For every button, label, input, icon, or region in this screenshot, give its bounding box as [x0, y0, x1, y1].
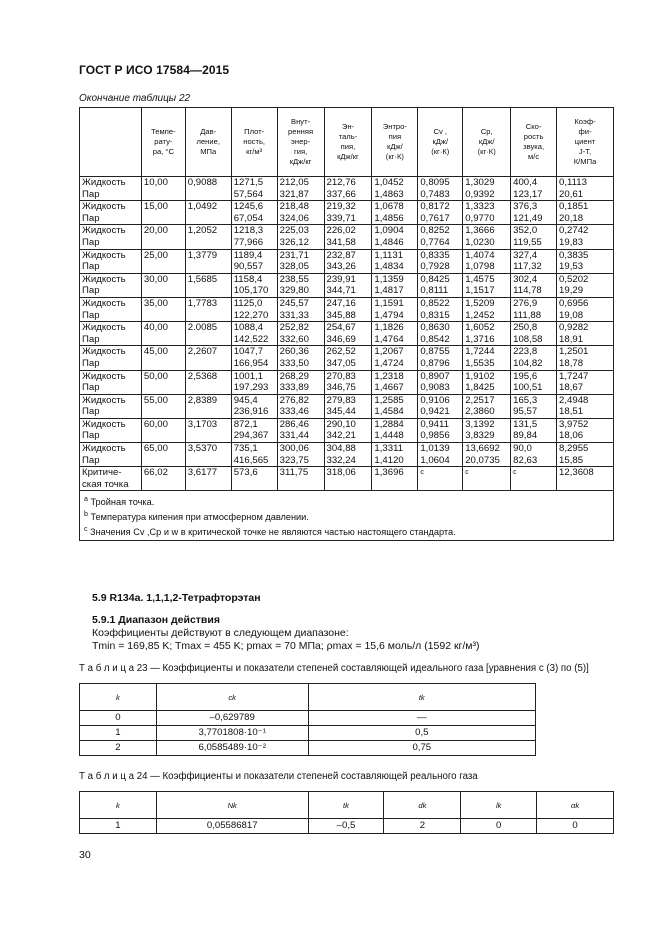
table-row	[80, 201, 614, 225]
table-cell: 2,5368	[185, 370, 231, 394]
table-cell: 254,67 346,69	[324, 322, 372, 346]
table-cell: 219,32 339,71	[324, 201, 372, 225]
column-header: Ско- рость звука, м/с	[511, 108, 557, 177]
table-cell: 247,16 345,88	[324, 297, 372, 321]
table-cell: 12,3608	[557, 467, 614, 491]
table-cell: 239,91 344,71	[324, 273, 372, 297]
footnote-text: Значения Cv ,Cp и w в критической точке не являются частью настоящего стандарта.	[87, 526, 456, 537]
table-cell: 0,9282 18,91	[557, 322, 614, 346]
table-cell: 1189,4 90,557	[231, 249, 277, 273]
table-cell: 131,5 89,84	[511, 418, 557, 442]
page-number: 30	[79, 849, 91, 861]
table-cell: 0,8425 0,8111	[418, 273, 463, 297]
table-cell: 0,8095 0,7483	[418, 177, 463, 201]
table-cell: 0	[537, 819, 614, 834]
table-cell: 0,8755 0,8796	[418, 346, 463, 370]
table-row	[80, 726, 536, 741]
table-cell: 311,75	[277, 467, 324, 491]
table-cell: 1,3779	[185, 249, 231, 273]
table-cell: 0,2742 19,83	[557, 225, 614, 249]
table-cell: 286,46 331,44	[277, 418, 324, 442]
table-row	[80, 370, 614, 394]
table-cell: 327,4 117,32	[511, 249, 557, 273]
table-cell: 0,1113 20,61	[557, 177, 614, 201]
column-header: αk	[537, 792, 614, 819]
column-header: Коэф- фи- циент J-T, К/МПа	[557, 108, 614, 177]
table-24-title: Т а б л и ц а 24 — Коэффициенты и показатели степеней составляющей реального газа	[79, 771, 478, 782]
table-row	[80, 177, 614, 201]
table-cell: 90,0 82,63	[511, 443, 557, 467]
table-cell: 212,76 337,66	[324, 177, 372, 201]
table-cell: 10,00	[141, 177, 185, 201]
table-cell: 1,0678 1,4856	[372, 201, 418, 225]
table-cell: 276,82 333,46	[277, 394, 324, 418]
table-cell: 2	[80, 741, 157, 756]
table-cell: 0,05586817	[156, 819, 308, 834]
table-22	[79, 107, 614, 541]
column-header: Nk	[156, 792, 308, 819]
table-cell: 1,1131 1,4834	[372, 249, 418, 273]
table-cell: 376,3 121,49	[511, 201, 557, 225]
table-cell: 223,8 104,82	[511, 346, 557, 370]
table-cell: 1,4575 1,1517	[463, 273, 511, 297]
table-cell: 252,82 332,60	[277, 322, 324, 346]
table-cell: 0,8907 0,9083	[418, 370, 463, 394]
table-cell: 3,1392 3,8329	[463, 418, 511, 442]
table-cell: 1,9102 1,8425	[463, 370, 511, 394]
table-cell: 3,5370	[185, 443, 231, 467]
table-cell: 1,3311 1,4120	[372, 443, 418, 467]
section-5-9-1-title: 5.9.1 Диапазон действия	[92, 614, 220, 626]
column-header: Энтро- пия кДж/ (кг·К)	[372, 108, 418, 177]
table-cell: 1245,6 67,054	[231, 201, 277, 225]
table-cell: 1125,0 122,270	[231, 297, 277, 321]
table-cell: 1,7244 1,5535	[463, 346, 511, 370]
table-cell: 8,2955 15,85	[557, 443, 614, 467]
range-intro: Коэффициенты действуют в следующем диапазоне:	[92, 627, 349, 639]
table-cell: —	[308, 711, 535, 726]
table-cell: 1,0492	[185, 201, 231, 225]
table-cell: 318,06	[324, 467, 372, 491]
table-cell: 573,6	[231, 467, 277, 491]
column-header: Плот- ность, кг/м³	[231, 108, 277, 177]
table-cell: 0,9088	[185, 177, 231, 201]
table-cell: 1218,3 77,966	[231, 225, 277, 249]
table-cell: Жидкость Пар	[80, 346, 142, 370]
table-cell: 195,6 100,51	[511, 370, 557, 394]
table-row	[80, 467, 614, 491]
column-header: Cp, кДж/ (кг·К)	[463, 108, 511, 177]
footnote-b	[84, 509, 609, 524]
footnote-c	[84, 524, 609, 539]
table-row	[80, 418, 614, 442]
table-cell: 300,06 323,75	[277, 443, 324, 467]
table-cell: 352,0 119,55	[511, 225, 557, 249]
section-5-9-title: 5.9 R134a. 1,1,1,2-Тетрафторэтан	[92, 592, 261, 604]
table-cell: Жидкость Пар	[80, 370, 142, 394]
table-cell: c	[418, 467, 463, 491]
table-22-header	[80, 108, 614, 177]
table-cell: 1,1359 1,4817	[372, 273, 418, 297]
column-header: lk	[461, 792, 537, 819]
table-cell: 2,8389	[185, 394, 231, 418]
table-cell: 50,00	[141, 370, 185, 394]
table-cell: 1,7783	[185, 297, 231, 321]
table-cell: 2.0085	[185, 322, 231, 346]
table-cell: 1,4074 1,0798	[463, 249, 511, 273]
table-cell: 0,9106 0,9421	[418, 394, 463, 418]
table-cell: 302,4 114,78	[511, 273, 557, 297]
table-cell: Жидкость Пар	[80, 177, 142, 201]
table-cell: 400,4 123,17	[511, 177, 557, 201]
column-header	[80, 108, 142, 177]
table-cell: 0	[461, 819, 537, 834]
table-cell: 3,9752 18,06	[557, 418, 614, 442]
table-cell: 0,8335 0,7928	[418, 249, 463, 273]
column-header: ck	[156, 684, 308, 711]
table-cell: 1,7247 18,67	[557, 370, 614, 394]
table-cell: 304,88 332,24	[324, 443, 372, 467]
table-cell: 1	[80, 726, 157, 741]
table-cell: 1001,1 197,293	[231, 370, 277, 394]
table-row	[80, 297, 614, 321]
table-cell: 1,2052	[185, 225, 231, 249]
table-cell: –0,5	[308, 819, 384, 834]
table-cell: Жидкость Пар	[80, 443, 142, 467]
table-row	[80, 249, 614, 273]
table-row	[80, 322, 614, 346]
table-cell: 1	[80, 819, 157, 834]
table-cell: 165,3 95,57	[511, 394, 557, 418]
table-cell: 1,2318 1,4667	[372, 370, 418, 394]
table-cell: 945,4 236,916	[231, 394, 277, 418]
table-cell: 3,6177	[185, 467, 231, 491]
table-cell: 55,00	[141, 394, 185, 418]
table-caption: Окончание таблицы 22	[79, 93, 191, 104]
table-cell: 3,1703	[185, 418, 231, 442]
table-cell: Жидкость Пар	[80, 322, 142, 346]
column-header: Cv , кДж/ (кг·К)	[418, 108, 463, 177]
table-cell: Критиче- ская точка	[80, 467, 142, 491]
table-cell: 231,71 328,05	[277, 249, 324, 273]
table-22-body	[80, 177, 614, 541]
table-cell: 1158,4 105,170	[231, 273, 277, 297]
table-cell: 25,00	[141, 249, 185, 273]
table-row	[80, 711, 536, 726]
table-cell: 13,6692 20,0735	[463, 443, 511, 467]
table-cell: 262,52 347,05	[324, 346, 372, 370]
table-cell: 1271,5 57,564	[231, 177, 277, 201]
table-cell: Жидкость Пар	[80, 249, 142, 273]
footnote-a	[84, 494, 609, 509]
column-header: tk	[308, 792, 384, 819]
table-row	[80, 225, 614, 249]
table-cell: 225,03 326,12	[277, 225, 324, 249]
table-cell: 226,02 341,58	[324, 225, 372, 249]
table-cell: 2,4948 18,51	[557, 394, 614, 418]
table-cell: 218,48 324,06	[277, 201, 324, 225]
table-cell: 1,1826 1,4764	[372, 322, 418, 346]
table-notes	[80, 491, 614, 541]
table-cell: 0,1851 20,18	[557, 201, 614, 225]
table-cell: 735,1 416,565	[231, 443, 277, 467]
table-row	[80, 741, 536, 756]
table-cell: Жидкость Пар	[80, 297, 142, 321]
table-row	[80, 819, 614, 834]
table-cell: 232,87 343,26	[324, 249, 372, 273]
table-row	[80, 273, 614, 297]
table-cell: 212,05 321,87	[277, 177, 324, 201]
table-cell: 1,0904 1,4846	[372, 225, 418, 249]
table-cell: 15,00	[141, 201, 185, 225]
table-cell: 245,57 331,33	[277, 297, 324, 321]
column-header: Эн- таль- пия, кДж/кг	[324, 108, 372, 177]
table-cell: 0,5	[308, 726, 535, 741]
table-24	[79, 791, 614, 834]
table-cell: 35,00	[141, 297, 185, 321]
table-notes-row	[80, 491, 614, 541]
table-cell: 1,0139 1,0604	[418, 443, 463, 467]
table-cell: 66,02	[141, 467, 185, 491]
table-cell: 65,00	[141, 443, 185, 467]
table-cell: 238,55 329,80	[277, 273, 324, 297]
table-cell: 1,3696	[372, 467, 418, 491]
column-header: dk	[384, 792, 461, 819]
table-cell: 270,83 346,75	[324, 370, 372, 394]
table-cell: 1,0452 1,4863	[372, 177, 418, 201]
table-cell: 2	[384, 819, 461, 834]
table-cell: 2,2517 2,3860	[463, 394, 511, 418]
column-header: k	[80, 792, 157, 819]
table-cell: 40,00	[141, 322, 185, 346]
table-cell: 1,6052 1,3716	[463, 322, 511, 346]
table-cell: 1,1591 1,4794	[372, 297, 418, 321]
table-row	[80, 346, 614, 370]
table-cell: 0,5202 19,29	[557, 273, 614, 297]
table-cell: c	[463, 467, 511, 491]
table-cell: 1088,4 142,522	[231, 322, 277, 346]
column-header: tk	[308, 684, 535, 711]
column-header: Темпе- рату- ра, °С	[141, 108, 185, 177]
footnote-text: Тройная точка.	[87, 497, 155, 508]
table-cell: 279,83 345,44	[324, 394, 372, 418]
table-cell: 290,10 342,21	[324, 418, 372, 442]
table-cell: –0,629789	[156, 711, 308, 726]
footnote-marker: b	[84, 511, 88, 518]
table-cell: 0,3835 19,53	[557, 249, 614, 273]
table-cell: 276,9 111,88	[511, 297, 557, 321]
footnote-marker: a	[84, 496, 88, 504]
table-cell: 1,5685	[185, 273, 231, 297]
table-cell: 0,8522 0,8315	[418, 297, 463, 321]
table-cell: 0	[80, 711, 157, 726]
table-cell: 3,7701808·10⁻¹	[156, 726, 308, 741]
table-cell: 2,2607	[185, 346, 231, 370]
table-cell: 1,3323 0,9770	[463, 201, 511, 225]
table-23	[79, 683, 536, 756]
column-header: k	[80, 684, 157, 711]
table-23-title: Т а б л и ц а 23 — Коэффициенты и показатели степеней составляющей идеального газа [уравнения с (3) по (5)]	[79, 663, 589, 674]
table-cell: 1,5209 1,2452	[463, 297, 511, 321]
table-cell: 268,29 333,89	[277, 370, 324, 394]
table-cell: 0,75	[308, 741, 535, 756]
table-cell: 6,0585489·10⁻²	[156, 741, 308, 756]
table-cell: 1047,7 166,954	[231, 346, 277, 370]
table-cell: 1,2884 1,4448	[372, 418, 418, 442]
table-cell: 1,3666 1,0230	[463, 225, 511, 249]
table-cell: Жидкость Пар	[80, 418, 142, 442]
table-cell: Жидкость Пар	[80, 225, 142, 249]
footnote-text: Температура кипения при атмосферном давлении.	[87, 512, 309, 523]
table-cell: 1,2585 1,4584	[372, 394, 418, 418]
table-cell: Жидкость Пар	[80, 394, 142, 418]
table-cell: 0,6956 19,08	[557, 297, 614, 321]
table-cell: 60,00	[141, 418, 185, 442]
range-values: Tmin = 169,85 K; Tmax = 455 K; pmax = 70 МПа; ρmax = 15,6 моль/л (1592 кг/м³)	[92, 640, 480, 652]
table-cell: Жидкость Пар	[80, 273, 142, 297]
table-cell: 30,00	[141, 273, 185, 297]
table-cell: 1,2501 18,78	[557, 346, 614, 370]
table-cell: 45,00	[141, 346, 185, 370]
table-cell: 0,8252 0,7764	[418, 225, 463, 249]
table-row	[80, 394, 614, 418]
document-header: ГОСТ Р ИСО 17584—2015	[79, 63, 230, 77]
table-row	[80, 443, 614, 467]
table-cell: Жидкость Пар	[80, 201, 142, 225]
table-cell: 0,9411 0,9856	[418, 418, 463, 442]
table-cell: 0,8172 0,7617	[418, 201, 463, 225]
table-cell: 0,8630 0,8542	[418, 322, 463, 346]
table-cell: c	[511, 467, 557, 491]
table-cell: 1,2067 1,4724	[372, 346, 418, 370]
column-header: Внут- ренняя энер- гия, кДж/кг	[277, 108, 324, 177]
footnote-marker: c	[84, 525, 88, 533]
table-cell: 872,1 294,367	[231, 418, 277, 442]
table-cell: 260,36 333,50	[277, 346, 324, 370]
table-cell: 1,3029 0,9392	[463, 177, 511, 201]
table-cell: 20,00	[141, 225, 185, 249]
table-cell: 250,8 108,58	[511, 322, 557, 346]
column-header: Дав- ление, МПа	[185, 108, 231, 177]
